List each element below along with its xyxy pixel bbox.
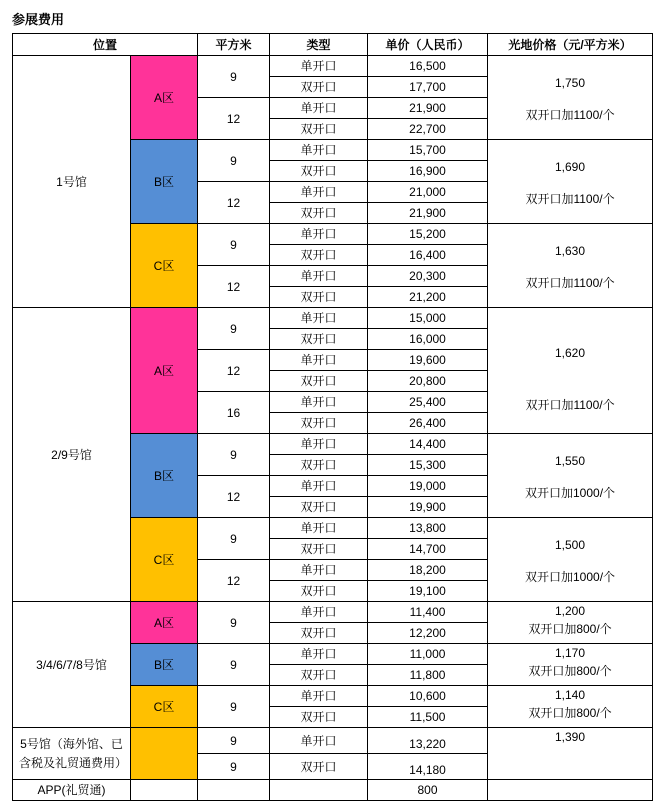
type-cell: 双开口 bbox=[270, 754, 368, 780]
price-cell: 16,900 bbox=[368, 161, 488, 182]
light-price-cell bbox=[488, 140, 653, 224]
fee-table bbox=[12, 33, 653, 801]
light-price-cell bbox=[488, 56, 653, 140]
light-note: 双开口加1000/个 bbox=[525, 570, 616, 584]
empty-cell bbox=[270, 780, 368, 801]
light-price-cell bbox=[488, 308, 653, 434]
table-row bbox=[13, 728, 653, 754]
price-cell: 19,900 bbox=[368, 497, 488, 518]
light-price: 1,140 bbox=[555, 688, 586, 702]
type-cell: 单开口 bbox=[270, 518, 368, 539]
price-cell: 25,400 bbox=[368, 392, 488, 413]
light-note: 双开口加1100/个 bbox=[525, 398, 615, 412]
header-position: 位置 bbox=[13, 34, 198, 56]
light-price: 1,550 bbox=[555, 454, 586, 468]
table-row bbox=[13, 780, 653, 801]
type-cell: 双开口 bbox=[270, 581, 368, 602]
type-cell: 单开口 bbox=[270, 56, 368, 77]
price-cell: 20,300 bbox=[368, 266, 488, 287]
header-area: 平方米 bbox=[198, 34, 270, 56]
light-price: 1,750 bbox=[555, 76, 586, 90]
price-cell: 17,700 bbox=[368, 77, 488, 98]
price-cell: 19,100 bbox=[368, 581, 488, 602]
zone-c-cell: C区 bbox=[131, 224, 198, 308]
light-price: 1,390 bbox=[555, 730, 586, 744]
price-cell: 13,220 bbox=[368, 728, 488, 754]
price-cell: 18,200 bbox=[368, 560, 488, 581]
light-price: 1,500 bbox=[555, 538, 586, 552]
price-cell: 19,000 bbox=[368, 476, 488, 497]
price-cell: 21,900 bbox=[368, 203, 488, 224]
zone-b-cell: B区 bbox=[131, 434, 198, 518]
light-note: 双开口加800/个 bbox=[528, 706, 612, 720]
type-cell: 双开口 bbox=[270, 455, 368, 476]
type-cell: 单开口 bbox=[270, 476, 368, 497]
zone-a-cell: A区 bbox=[131, 56, 198, 140]
type-cell: 单开口 bbox=[270, 182, 368, 203]
type-cell: 双开口 bbox=[270, 161, 368, 182]
type-cell: 双开口 bbox=[270, 119, 368, 140]
price-cell: 22,700 bbox=[368, 119, 488, 140]
hall-cell: 5号馆（海外馆、已含税及礼贸通费用） bbox=[13, 728, 131, 780]
type-cell: 双开口 bbox=[270, 413, 368, 434]
price-cell: 12,200 bbox=[368, 623, 488, 644]
light-price: 1,170 bbox=[555, 646, 586, 660]
light-price-cell bbox=[488, 644, 653, 686]
header-light-price: 光地价格（元/平方米） bbox=[488, 34, 653, 56]
type-cell: 双开口 bbox=[270, 539, 368, 560]
type-cell: 单开口 bbox=[270, 98, 368, 119]
type-cell: 单开口 bbox=[270, 266, 368, 287]
type-cell: 双开口 bbox=[270, 371, 368, 392]
empty-cell bbox=[198, 780, 270, 801]
type-cell: 单开口 bbox=[270, 602, 368, 623]
light-price: 1,620 bbox=[555, 346, 586, 360]
zone-a-cell: A区 bbox=[131, 308, 198, 434]
type-cell: 单开口 bbox=[270, 434, 368, 455]
price-cell: 20,800 bbox=[368, 371, 488, 392]
zone-b-cell: B区 bbox=[131, 140, 198, 224]
price-cell: 15,300 bbox=[368, 455, 488, 476]
price-cell: 13,800 bbox=[368, 518, 488, 539]
light-note: 双开口加1000/个 bbox=[525, 486, 616, 500]
area-cell: 16 bbox=[198, 392, 270, 434]
type-cell: 单开口 bbox=[270, 140, 368, 161]
type-cell: 双开口 bbox=[270, 287, 368, 308]
table-row bbox=[13, 308, 653, 329]
area-cell: 9 bbox=[198, 754, 270, 780]
area-cell: 12 bbox=[198, 476, 270, 518]
price-cell: 16,400 bbox=[368, 245, 488, 266]
area-cell: 9 bbox=[198, 518, 270, 560]
price-cell: 21,200 bbox=[368, 287, 488, 308]
type-cell: 单开口 bbox=[270, 308, 368, 329]
area-cell: 9 bbox=[198, 308, 270, 350]
type-cell: 单开口 bbox=[270, 728, 368, 754]
light-price: 1,200 bbox=[555, 604, 586, 618]
type-cell: 单开口 bbox=[270, 350, 368, 371]
light-price-cell bbox=[488, 728, 653, 780]
price-cell: 15,700 bbox=[368, 140, 488, 161]
light-price-cell bbox=[488, 518, 653, 602]
empty-cell bbox=[488, 780, 653, 801]
light-price: 1,630 bbox=[555, 244, 586, 258]
type-cell: 双开口 bbox=[270, 623, 368, 644]
table-row bbox=[13, 56, 653, 77]
type-cell: 单开口 bbox=[270, 686, 368, 707]
area-cell: 12 bbox=[198, 98, 270, 140]
price-cell: 11,400 bbox=[368, 602, 488, 623]
light-price-cell bbox=[488, 224, 653, 308]
price-cell: 14,400 bbox=[368, 434, 488, 455]
type-cell: 双开口 bbox=[270, 245, 368, 266]
area-cell: 9 bbox=[198, 728, 270, 754]
zone-c-cell: C区 bbox=[131, 686, 198, 728]
area-cell: 9 bbox=[198, 140, 270, 182]
price-cell: 16,500 bbox=[368, 56, 488, 77]
type-cell: 双开口 bbox=[270, 203, 368, 224]
area-cell: 9 bbox=[198, 56, 270, 98]
area-cell: 12 bbox=[198, 266, 270, 308]
price-cell: 11,000 bbox=[368, 644, 488, 665]
light-note: 双开口加1100/个 bbox=[525, 192, 615, 206]
type-cell: 双开口 bbox=[270, 665, 368, 686]
app-label-cell: APP(礼贸通) bbox=[13, 780, 131, 801]
light-price-cell bbox=[488, 602, 653, 644]
type-cell: 双开口 bbox=[270, 77, 368, 98]
area-cell: 12 bbox=[198, 182, 270, 224]
area-cell: 9 bbox=[198, 434, 270, 476]
type-cell: 双开口 bbox=[270, 497, 368, 518]
price-cell: 21,000 bbox=[368, 182, 488, 203]
price-cell: 14,700 bbox=[368, 539, 488, 560]
zone-b-cell: B区 bbox=[131, 644, 198, 686]
zone-c-cell: C区 bbox=[131, 518, 198, 602]
area-cell: 12 bbox=[198, 350, 270, 392]
empty-cell bbox=[131, 780, 198, 801]
light-price-cell bbox=[488, 686, 653, 728]
header-unit-price: 单价（人民币） bbox=[368, 34, 488, 56]
type-cell: 双开口 bbox=[270, 707, 368, 728]
type-cell: 双开口 bbox=[270, 329, 368, 350]
zone-cell bbox=[131, 728, 198, 780]
area-cell: 9 bbox=[198, 644, 270, 686]
light-price-cell bbox=[488, 434, 653, 518]
light-note: 双开口加800/个 bbox=[528, 622, 612, 636]
area-cell: 12 bbox=[198, 560, 270, 602]
light-note: 双开口加800/个 bbox=[528, 664, 612, 678]
hall-cell: 2/9号馆 bbox=[13, 308, 131, 602]
price-cell: 15,200 bbox=[368, 224, 488, 245]
light-price: 1,690 bbox=[555, 160, 586, 174]
area-cell: 9 bbox=[198, 686, 270, 728]
type-cell: 单开口 bbox=[270, 224, 368, 245]
hall-cell: 1号馆 bbox=[13, 56, 131, 308]
price-cell: 11,500 bbox=[368, 707, 488, 728]
price-cell: 10,600 bbox=[368, 686, 488, 707]
hall-cell: 3/4/6/7/8号馆 bbox=[13, 602, 131, 728]
light-note: 双开口加1100/个 bbox=[525, 276, 615, 290]
type-cell: 单开口 bbox=[270, 392, 368, 413]
price-cell: 26,400 bbox=[368, 413, 488, 434]
area-cell: 9 bbox=[198, 224, 270, 266]
light-note: 双开口加1100/个 bbox=[525, 108, 615, 122]
type-cell: 单开口 bbox=[270, 560, 368, 581]
price-cell: 14,180 bbox=[368, 754, 488, 780]
zone-a-cell: A区 bbox=[131, 602, 198, 644]
area-cell: 9 bbox=[198, 602, 270, 644]
table-row bbox=[13, 602, 653, 623]
price-cell: 15,000 bbox=[368, 308, 488, 329]
price-cell: 16,000 bbox=[368, 329, 488, 350]
price-cell: 21,900 bbox=[368, 98, 488, 119]
page-title: 参展费用 bbox=[12, 12, 65, 27]
price-cell: 11,800 bbox=[368, 665, 488, 686]
price-cell: 19,600 bbox=[368, 350, 488, 371]
header-row bbox=[13, 34, 653, 56]
type-cell: 单开口 bbox=[270, 644, 368, 665]
app-price-cell: 800 bbox=[368, 780, 488, 801]
header-type: 类型 bbox=[270, 34, 368, 56]
